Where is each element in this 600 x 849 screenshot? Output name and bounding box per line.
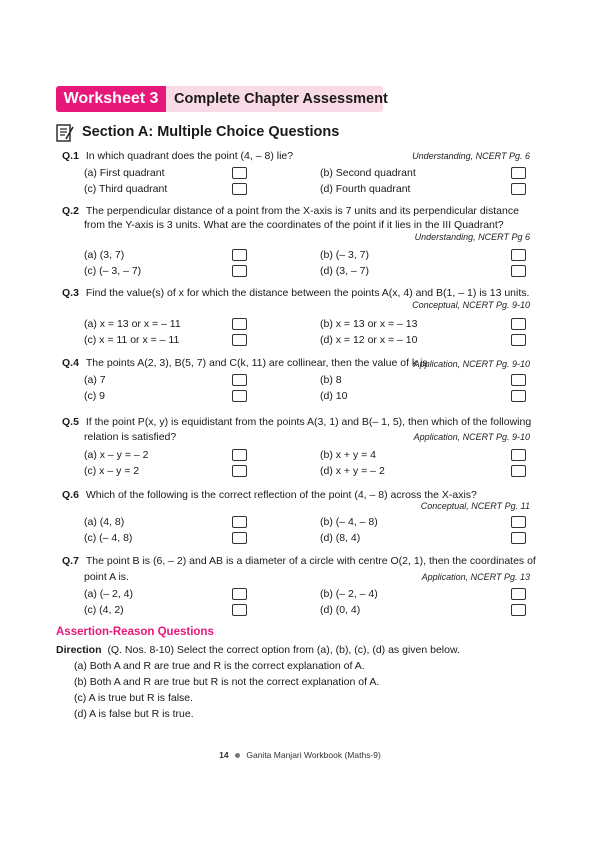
option: (c) x = 11 or x = – 11 (84, 334, 180, 346)
assertion-reason-title: Assertion-Reason Questions (56, 626, 214, 638)
question-source: Application, NCERT Pg. 9-10 (413, 359, 530, 369)
option: (d) 10 (320, 390, 348, 402)
section-title: Section A: Multiple Choice Questions (82, 124, 340, 140)
option-checkbox[interactable] (232, 167, 247, 179)
question-number: Q.7 (62, 555, 79, 567)
question-7 (62, 554, 536, 568)
question-number: Q.5 (62, 416, 79, 428)
question-3 (62, 286, 529, 300)
option: (a) First quadrant (84, 167, 165, 179)
question-text-continued: point A is. (84, 571, 129, 583)
question-source: Conceptual, NCERT Pg. 11 (420, 501, 530, 511)
option-checkbox[interactable] (511, 390, 526, 402)
worksheet-icon (56, 123, 74, 143)
option-checkbox[interactable] (232, 465, 247, 477)
option: (b) (– 4, – 8) (320, 516, 378, 528)
question-1 (62, 149, 293, 163)
ar-option: (c) A is true but R is false. (74, 692, 194, 704)
option: (c) x – y = 2 (84, 465, 140, 477)
option: (b) x = 13 or x = – 13 (320, 318, 418, 330)
option-checkbox[interactable] (511, 516, 526, 528)
question-text: Which of the following is the correct reflection of the point (4, – 8) across the X-axis? (85, 489, 477, 501)
option: (b) (– 2, – 4) (320, 588, 378, 600)
ar-option: (d) A is false but R is true. (74, 708, 194, 720)
option: (a) (– 2, 4) (84, 588, 134, 600)
option-checkbox[interactable] (511, 183, 526, 195)
option: (c) (– 3, – 7) (84, 265, 142, 277)
question-text: The perpendicular distance of a point from the X-axis is 7 units and its perpendicular distance (85, 205, 519, 217)
option-checkbox[interactable] (511, 604, 526, 616)
question-text: If the point P(x, y) is equidistant from the points A(3, 1) and B(– 1, 5), then which of the following (85, 416, 532, 428)
option-checkbox[interactable] (232, 516, 247, 528)
option: (b) Second quadrant (320, 167, 416, 179)
option-checkbox[interactable] (232, 449, 247, 461)
option: (b) x + y = 4 (320, 449, 377, 461)
question-text: The points A(2, 3), B(5, 7) and C(k, 11) are collinear, then the value of k is (85, 357, 428, 369)
page-number: 14 (219, 750, 229, 760)
question-text: Find the value(s) of x for which the distance between the points A(x, 4) and B(1, – 1) is 13 units. (85, 287, 530, 299)
question-source: Conceptual, NCERT Pg. 9-10 (412, 300, 530, 310)
option-checkbox[interactable] (232, 183, 247, 195)
option: (c) (4, 2) (84, 604, 124, 616)
option: (d) (3, – 7) (320, 265, 370, 277)
option-checkbox[interactable] (511, 249, 526, 261)
book-title: Ganita Manjari Workbook (Maths-9) (246, 750, 381, 760)
option-checkbox[interactable] (511, 449, 526, 461)
option: (b) (– 3, 7) (320, 249, 370, 261)
option: (b) 8 (320, 374, 342, 386)
question-number: Q.6 (62, 489, 79, 501)
option-checkbox[interactable] (232, 390, 247, 402)
option: (c) Third quadrant (84, 183, 168, 195)
question-text-continued: from the Y-axis is 3 units. What are the coordinates of the point if it lies in the III Quadrant? (84, 219, 504, 231)
option-checkbox[interactable] (511, 334, 526, 346)
question-number: Q.1 (62, 150, 79, 162)
option-checkbox[interactable] (511, 318, 526, 330)
worksheet-tag: Worksheet 3 (56, 86, 166, 112)
bullet-icon (235, 753, 240, 758)
page-footer (0, 750, 600, 760)
option-checkbox[interactable] (511, 167, 526, 179)
option: (a) x – y = – 2 (84, 449, 149, 461)
option-checkbox[interactable] (511, 265, 526, 277)
question-source: Understanding, NCERT Pg 6 (414, 232, 530, 242)
question-5 (62, 415, 531, 429)
option-checkbox[interactable] (511, 374, 526, 386)
option: (a) 7 (84, 374, 106, 386)
option: (d) Fourth quadrant (320, 183, 411, 195)
option-checkbox[interactable] (511, 465, 526, 477)
ar-option: (b) Both A and R are true but R is not the correct explanation of A. (74, 676, 380, 688)
direction (56, 643, 460, 657)
question-text: The point B is (6, – 2) and AB is a diameter of a circle with centre O(2, 1), then the coordinates of (85, 555, 536, 567)
direction-text: (Q. Nos. 8-10) Select the correct option from (a), (b), (c), (d) as given below. (107, 644, 460, 656)
question-source: Application, NCERT Pg. 9-10 (413, 432, 530, 442)
option: (d) (0, 4) (320, 604, 361, 616)
option-checkbox[interactable] (232, 588, 247, 600)
option: (d) x + y = – 2 (320, 465, 385, 477)
option-checkbox[interactable] (232, 318, 247, 330)
question-source: Application, NCERT Pg. 13 (421, 572, 530, 582)
question-number: Q.3 (62, 287, 79, 299)
option: (c) (– 4, 8) (84, 532, 133, 544)
question-4 (62, 356, 428, 370)
option-checkbox[interactable] (232, 604, 247, 616)
option-checkbox[interactable] (232, 334, 247, 346)
question-number: Q.2 (62, 205, 79, 217)
option: (a) x = 13 or x = – 11 (84, 318, 181, 330)
option-checkbox[interactable] (232, 532, 247, 544)
question-6 (62, 488, 477, 502)
option-checkbox[interactable] (232, 249, 247, 261)
option-checkbox[interactable] (511, 588, 526, 600)
worksheet-title: Complete Chapter Assessment (174, 91, 388, 107)
option: (a) (3, 7) (84, 249, 125, 261)
question-number: Q.4 (62, 357, 79, 369)
question-text: In which quadrant does the point (4, – 8) lie? (85, 150, 294, 162)
question-2 (62, 204, 552, 218)
option: (a) (4, 8) (84, 516, 125, 528)
ar-option: (a) Both A and R are true and R is the correct explanation of A. (74, 660, 365, 672)
question-source: Understanding, NCERT Pg. 6 (412, 151, 530, 161)
direction-label: Direction (56, 644, 102, 656)
option-checkbox[interactable] (511, 532, 526, 544)
option-checkbox[interactable] (232, 265, 247, 277)
question-text-continued: relation is satisfied? (84, 431, 177, 443)
option: (c) 9 (84, 390, 105, 402)
option: (d) (8, 4) (320, 532, 361, 544)
option-checkbox[interactable] (232, 374, 247, 386)
option: (d) x = 12 or x = – 10 (320, 334, 418, 346)
